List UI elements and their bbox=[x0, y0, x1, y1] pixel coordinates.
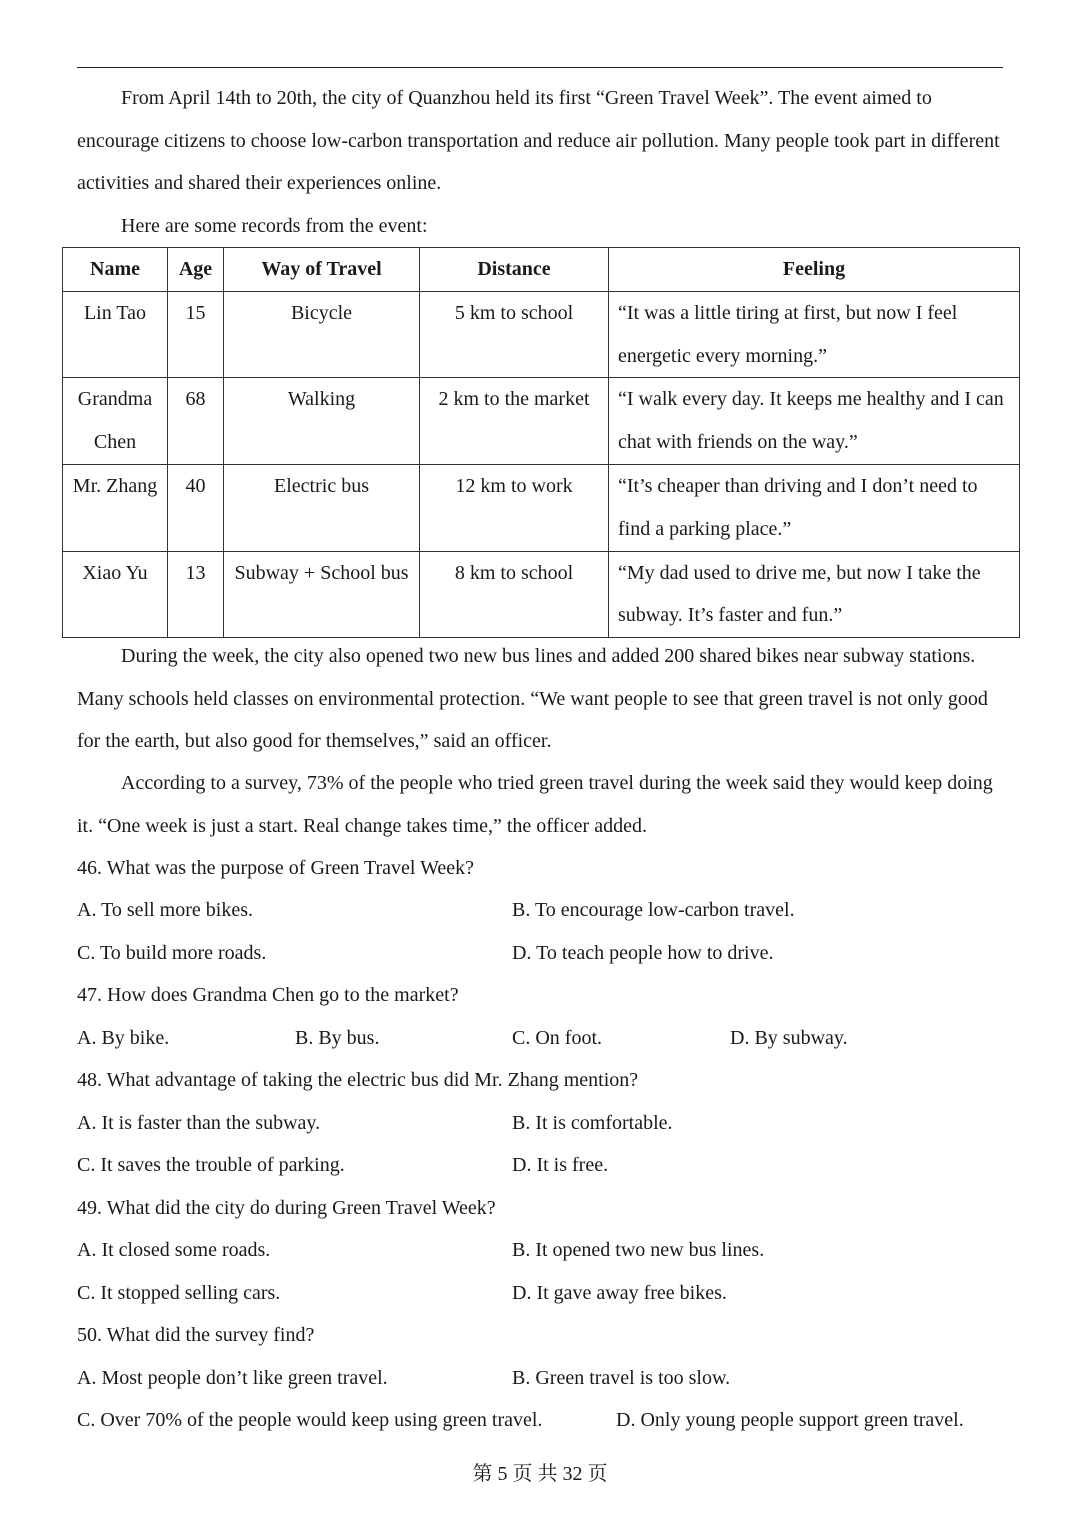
question-49-option-b[interactable]: B. It opened two new bus lines. bbox=[512, 1239, 765, 1261]
question-50-option-b[interactable]: B. Green travel is too slow. bbox=[512, 1367, 731, 1389]
question-47-option-b[interactable]: B. By bus. bbox=[295, 1027, 380, 1049]
cell-distance: 12 km to work bbox=[420, 464, 609, 551]
header-way-of-travel: Way of Travel bbox=[224, 248, 420, 292]
cell-feeling: “It’s cheaper than driving and I don’t need to find a parking place.” bbox=[609, 464, 1020, 551]
cell-name: Grandma Chen bbox=[63, 378, 168, 465]
question-48-stem: 48. What advantage of taking the electric bus did Mr. Zhang mention? bbox=[77, 1069, 639, 1091]
records-table bbox=[62, 247, 1020, 638]
table-header-row bbox=[63, 248, 1020, 292]
table-row bbox=[63, 464, 1020, 551]
header-rule bbox=[77, 67, 1003, 68]
passage-paragraph-3: During the week, the city also opened two new bus lines and added 200 shared bikes near subway stations. Many schools held classes on environmental protection. “We want people to see that green travel is not only good for the earth, but also good for themselves,” said an officer. bbox=[77, 645, 988, 752]
question-48-option-c[interactable]: C. It saves the trouble of parking. bbox=[77, 1154, 345, 1176]
header-feeling: Feeling bbox=[609, 248, 1020, 292]
question-48-option-d[interactable]: D. It is free. bbox=[512, 1154, 609, 1176]
question-50-stem: 50. What did the survey find? bbox=[77, 1324, 315, 1346]
question-46-option-b[interactable]: B. To encourage low-carbon travel. bbox=[512, 899, 795, 921]
cell-way: Walking bbox=[224, 378, 420, 465]
cell-feeling: “My dad used to drive me, but now I take the subway. It’s faster and fun.” bbox=[609, 551, 1020, 638]
question-50-option-d[interactable]: D. Only young people support green travel. bbox=[616, 1409, 964, 1431]
header-name: Name bbox=[63, 248, 168, 292]
question-47-option-a[interactable]: A. By bike. bbox=[77, 1027, 170, 1049]
cell-feeling: “It was a little tiring at first, but now I feel energetic every morning.” bbox=[609, 291, 1020, 378]
passage-paragraph-1: From April 14th to 20th, the city of Quanzhou held its first “Green Travel Week”. The event aimed to encourage citizens to choose low-carbon transportation and reduce air pollution. Many people took part in different activities and shared their experiences online. bbox=[77, 87, 1000, 194]
header-age: Age bbox=[168, 248, 224, 292]
question-46-option-c[interactable]: C. To build more roads. bbox=[77, 942, 267, 964]
question-49-option-a[interactable]: A. It closed some roads. bbox=[77, 1239, 271, 1261]
cell-way: Electric bus bbox=[224, 464, 420, 551]
cell-name: Mr. Zhang bbox=[63, 464, 168, 551]
cell-age: 13 bbox=[168, 551, 224, 638]
question-49-option-c[interactable]: C. It stopped selling cars. bbox=[77, 1282, 281, 1304]
page-number: 第 5 页 共 32 页 bbox=[472, 1463, 608, 1485]
cell-age: 68 bbox=[168, 378, 224, 465]
question-47-stem: 47. How does Grandma Chen go to the market? bbox=[77, 984, 459, 1006]
cell-name: Xiao Yu bbox=[63, 551, 168, 638]
question-47-option-c[interactable]: C. On foot. bbox=[512, 1027, 602, 1049]
passage-paragraph-2: Here are some records from the event: bbox=[121, 215, 428, 237]
question-49-option-d[interactable]: D. It gave away free bikes. bbox=[512, 1282, 727, 1304]
question-46-option-d[interactable]: D. To teach people how to drive. bbox=[512, 942, 774, 964]
question-47-option-d[interactable]: D. By subway. bbox=[730, 1027, 848, 1049]
question-50-option-c[interactable]: C. Over 70% of the people would keep using green travel. bbox=[77, 1409, 543, 1431]
question-49-stem: 49. What did the city do during Green Travel Week? bbox=[77, 1197, 496, 1219]
passage-paragraph-4: According to a survey, 73% of the people who tried green travel during the week said they would keep doing it. “One week is just a start. Real change takes time,” the officer added. bbox=[77, 772, 993, 837]
question-46-stem: 46. What was the purpose of Green Travel Week? bbox=[77, 857, 474, 879]
cell-way: Bicycle bbox=[224, 291, 420, 378]
table-row bbox=[63, 291, 1020, 378]
cell-age: 40 bbox=[168, 464, 224, 551]
cell-distance: 8 km to school bbox=[420, 551, 609, 638]
question-48-option-a[interactable]: A. It is faster than the subway. bbox=[77, 1112, 321, 1134]
question-46-option-a[interactable]: A. To sell more bikes. bbox=[77, 899, 253, 921]
table-row bbox=[63, 551, 1020, 638]
cell-feeling: “I walk every day. It keeps me healthy and I can chat with friends on the way.” bbox=[609, 378, 1020, 465]
cell-way: Subway + School bus bbox=[224, 551, 420, 638]
cell-distance: 2 km to the market bbox=[420, 378, 609, 465]
cell-age: 15 bbox=[168, 291, 224, 378]
header-distance: Distance bbox=[420, 248, 609, 292]
cell-distance: 5 km to school bbox=[420, 291, 609, 378]
question-50-option-a[interactable]: A. Most people don’t like green travel. bbox=[77, 1367, 388, 1389]
question-48-option-b[interactable]: B. It is comfortable. bbox=[512, 1112, 673, 1134]
cell-name: Lin Tao bbox=[63, 291, 168, 378]
table-row bbox=[63, 378, 1020, 465]
